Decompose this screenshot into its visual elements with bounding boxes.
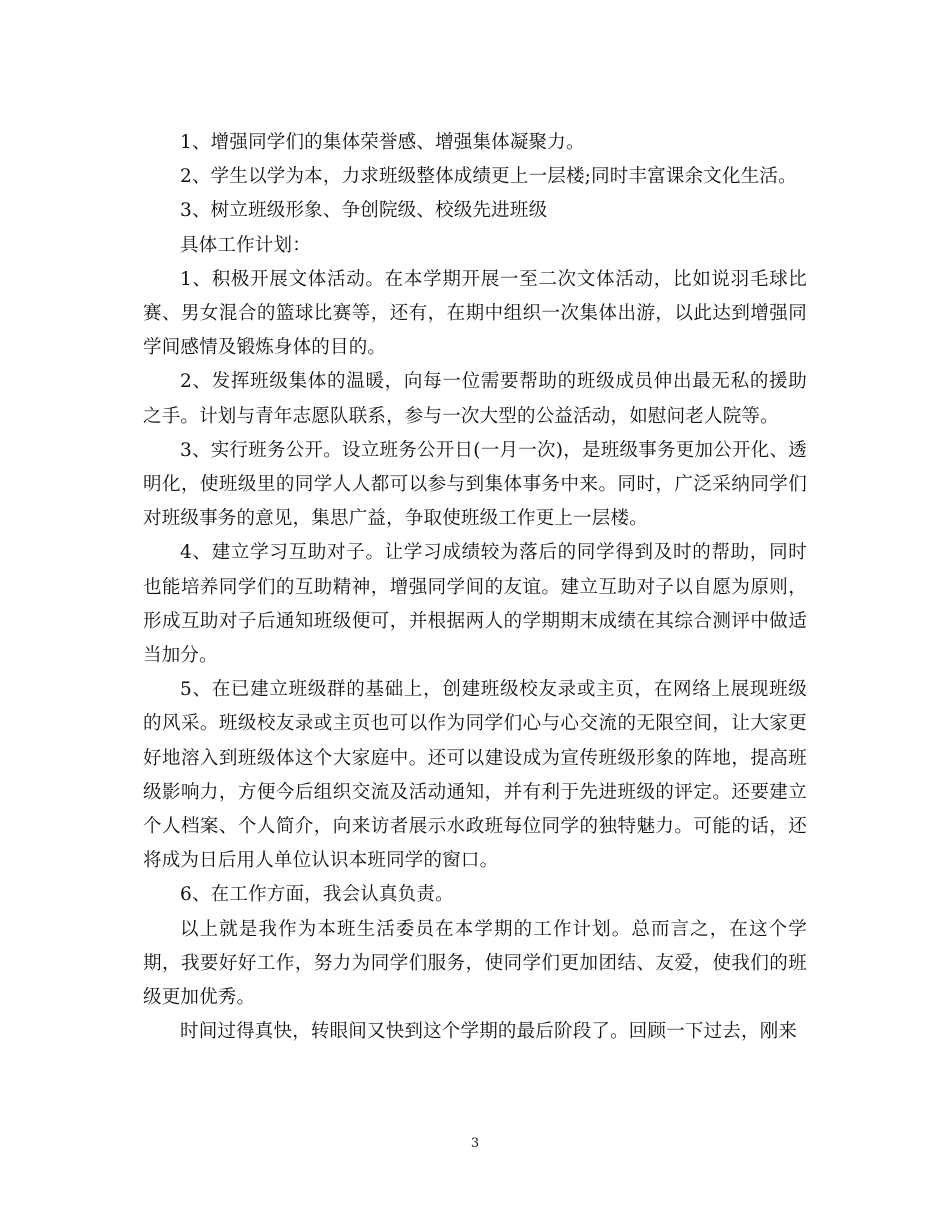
goal-item-2: 2、学生以学为本，力求班级整体成绩更上一层楼;同时丰富课余文化生活。 [180, 166, 797, 188]
section-heading: 具体工作计划： [180, 234, 311, 256]
plan-item-5: 5、在已建立班级群的基础上，创建班级校友录或主页，在网络上展现班级的风采。班级校友录或主页也可以作为同学们心与心交流的无限空间，让大家更好地溶入到班级体这个大家庭中。还可以建设成为宣传班级形象的阵地，提高班级影响力，方便今后组织交流及活动通知，并有利于先进班级的评定。还要建立个人档案、个人简介，向来访者展示水政班每位同学的独特魅力。可能的话，还将成为日后用人单位认识本班同学的窗口。 [143, 679, 807, 872]
goal-item-1: 1、增强同学们的集体荣誉感、增强集体凝聚力。 [180, 132, 585, 153]
plan-item-6: 6、在工作方面，我会认真负责。 [180, 884, 454, 906]
plan-item-1: 1、积极开展文体活动。在本学期开展一至二次文体活动，比如说羽毛球比赛、男女混合的篮球比赛等，还有，在期中组织一次集体出游，以此达到增强同学间感情及锻炼身体的目的。 [143, 268, 807, 359]
plan-item-2: 2、发挥班级集体的温暖，向每一位需要帮助的班级成员伸出最无私的援助之手。计划与青年志愿队联系，参与一次大型的公益活动，如慰问老人院等。 [143, 371, 807, 427]
plan-item-4: 4、建立学习互助对子。让学习成绩较为落后的同学得到及时的帮助，同时也能培养同学们的互助精神，增强同学间的友谊。建立互助对子以自愿为原则，形成互助对子后通知班级便可，并根据两人的学期期末成绩在其综合测评中做适当加分。 [143, 542, 807, 667]
goal-item-3: 3、树立班级形象、争创院级、校级先进班级 [180, 200, 548, 222]
page-number: 3 [470, 1136, 480, 1151]
closing-paragraph: 时间过得真快，转眼间又快到这个学期的最后阶段了。回顾一下过去，刚来 [180, 1021, 798, 1043]
summary-paragraph: 以上就是我作为本班生活委员在本学期的工作计划。总而言之，在这个学期，我要好好工作，努力为同学们服务，使同学们更加团结、友爱，使我们的班级更加优秀。 [143, 918, 807, 1009]
plan-item-3: 3、实行班务公开。设立班务公开日(一月一次)，是班级事务更加公开化、透明化，使班级里的同学人人都可以参与到集体事务中来。同时，广泛采纳同学们对班级事务的意见，集思广益，争取使班级工作更上一层楼。 [143, 439, 807, 530]
body-text [143, 126, 807, 1049]
